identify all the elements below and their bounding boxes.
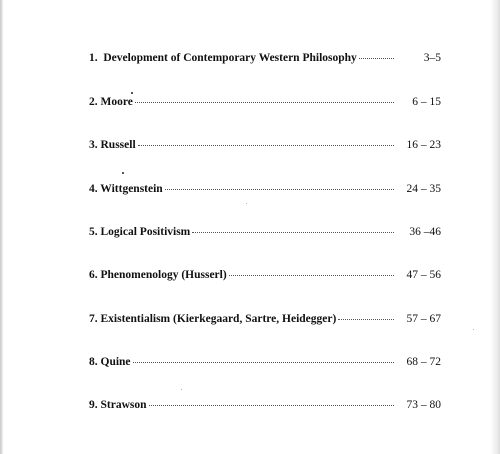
toc-entry-pages: 36 –46 <box>409 226 441 238</box>
toc-entry-pages: 3–5 <box>423 52 441 64</box>
toc-entry-pages: 24 – 35 <box>406 183 441 195</box>
scan-speck <box>122 172 124 174</box>
dot-leader <box>149 405 394 406</box>
dot-leader <box>229 275 394 276</box>
toc-entry-9 <box>89 399 441 417</box>
scan-speck <box>473 329 474 330</box>
toc-entry-title: 3. Russell <box>89 139 136 151</box>
scan-speck <box>131 92 133 94</box>
toc-entry-3 <box>89 139 441 157</box>
toc-entry-title: 4. Wittgenstein <box>89 183 163 195</box>
dot-leader <box>165 189 394 190</box>
toc-entry-pages: 57 – 67 <box>406 313 441 325</box>
toc-entry-title: 1. Development of Contemporary Western Philosophy <box>89 52 357 64</box>
toc-entry-title: 8. Quine <box>89 356 131 368</box>
toc-entry-6 <box>89 269 441 287</box>
scan-speck <box>181 389 182 390</box>
toc-entry-title: 9. Strawson <box>89 399 147 411</box>
toc-entry-pages: 73 – 80 <box>406 399 441 411</box>
toc-entry-title: 2. Moore <box>89 96 133 108</box>
scan-speck <box>246 203 247 204</box>
toc-entry-7 <box>89 313 441 331</box>
toc-entry-pages: 16 – 23 <box>406 139 441 151</box>
toc-entry-1 <box>89 52 441 70</box>
toc-entry-title: 7. Existentialism (Kierkegaard, Sartre, Heidegger) <box>89 313 337 325</box>
dot-leader <box>192 232 394 233</box>
toc-entry-2 <box>89 96 441 114</box>
toc-entry-pages: 47 – 56 <box>406 269 441 281</box>
dot-leader <box>133 362 394 363</box>
toc-entry-title: 5. Logical Positivism <box>89 226 191 238</box>
dot-leader <box>359 58 394 59</box>
toc-entry-5 <box>89 226 441 244</box>
dot-leader <box>138 145 394 146</box>
toc-entry-8 <box>89 356 441 374</box>
toc-entry-pages: 68 – 72 <box>406 356 441 368</box>
toc-entry-title: 6. Phenomenology (Husserl) <box>89 269 227 281</box>
toc-entry-pages: 6 – 15 <box>412 96 441 108</box>
toc-entry-4 <box>89 183 441 201</box>
dot-leader <box>135 102 394 103</box>
dot-leader <box>338 319 394 320</box>
